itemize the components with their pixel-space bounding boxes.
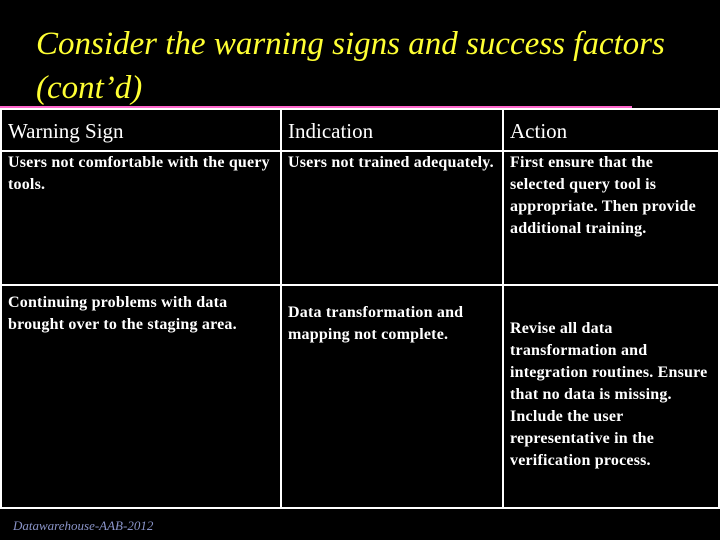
cell-action: First ensure that the selected query tool is appropriate. Then provide additional training. [503, 151, 719, 285]
cell-warning-sign: Continuing problems with data brought over to the staging area. [1, 285, 281, 508]
header-indication: Indication [281, 109, 503, 151]
slide-footer: Datawarehouse-AAB-2012 [13, 518, 154, 533]
cell-action: Revise all data transformation and integration routines. Ensure that no data is missing. Include the user representative in the verification process. [503, 285, 719, 508]
cell-warning-sign: Users not comfortable with the query tools. [1, 151, 281, 285]
cell-indication: Users not trained adequately. [281, 151, 503, 285]
table-row [1, 151, 719, 285]
header-warning-sign: Warning Sign [1, 109, 281, 151]
table-header-row [1, 109, 719, 151]
warning-signs-table [0, 108, 720, 509]
table-row [1, 285, 719, 508]
cell-indication: Data transformation and mapping not complete. [281, 285, 503, 508]
slide-title: Consider the warning signs and success factors (cont’d) [36, 26, 665, 106]
header-action: Action [503, 109, 719, 151]
